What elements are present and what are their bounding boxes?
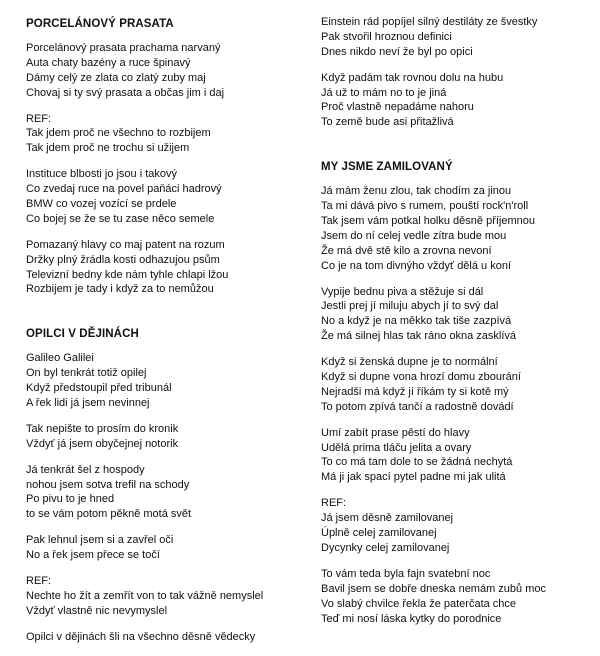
stanza <box>26 112 298 157</box>
song <box>321 158 593 626</box>
lyric-line: No a řek jsem přece se točí <box>26 549 160 562</box>
lyric-line: Tak nepište to prosím do kronik <box>26 422 179 435</box>
lyric-line: Bavil jsem se dobře dneska nemám zubů moc <box>321 582 546 595</box>
lyric-line: Auta chaty bazény a ruce špinavý <box>26 56 191 69</box>
song-title: OPILCI V DĚJINÁCH <box>26 328 139 341</box>
lyric-line: Chovaj si ty svý prasata a občas jim i daj <box>26 86 225 99</box>
stanza <box>26 574 298 619</box>
lyric-line: Vo slabý chvilce řekla že paterčata chce <box>321 597 517 610</box>
lyric-line: To země bude asi přitažlivá <box>321 116 454 129</box>
lyric-line: No a když je na měkko tak tiše zazpívá <box>321 315 512 328</box>
lyric-line: On byl tenkrát totiž opilej <box>26 367 147 380</box>
lyric-line: To vám teda byla fajn svatební noc <box>321 567 491 580</box>
lyric-line: Tak jdem proč ne všechno to rozbijem <box>26 127 211 140</box>
lyric-line: To potom zpívá tančí a radostně dovádí <box>321 400 514 413</box>
lyric-line: Vypije bednu piva a stěžuje si dál <box>321 285 484 298</box>
stanza <box>321 496 593 556</box>
lyric-line: Já už to mám no to je jiná <box>321 86 447 99</box>
lyric-line: Nejradši má když jí říkám ty si kotě mý <box>321 385 509 398</box>
stanza <box>321 567 593 627</box>
lyric-line: Dnes nikdo neví že byl po opici <box>321 45 473 58</box>
stanza <box>26 167 298 227</box>
lyric-line: Když předstoupil před tribunál <box>26 382 172 395</box>
lyric-line: Já tenkrát šel z hospody <box>26 463 145 476</box>
lyric-line: Že má dvě stě kilo a zrovna nevoní <box>321 244 492 257</box>
lyric-line: Televizní bedny kde nám tyhle chlapi lžou <box>26 268 229 281</box>
lyric-line: Že má silnej hlas tak ráno okna zasklívá <box>321 330 517 343</box>
lyric-line: BMW co vozej vozící se prdele <box>26 198 177 211</box>
stanza <box>321 355 593 415</box>
lyric-line: Má ji jak spací pytel padne mi jak ulitá <box>321 471 506 484</box>
refrain-label: REF: <box>26 112 52 125</box>
song <box>26 15 298 297</box>
lyric-line: Porcelánový prasata prachama narvaný <box>26 42 221 54</box>
left-column <box>26 15 298 656</box>
lyric-line: Jestli prej jí miluju abych jí to svý dal <box>321 300 499 313</box>
lyric-line: Galileo Galilei <box>26 352 94 365</box>
lyric-line: Já mám ženu zlou, tak chodím za jinou <box>321 185 512 198</box>
lyric-line: Pomazaný hlavy co maj patent na rozum <box>26 238 225 251</box>
stanza <box>26 630 298 645</box>
lyric-line: Rozbijem je tady i když za to nemůžou <box>26 283 214 296</box>
lyric-line: Já jsem děsně zamilovanej <box>321 512 454 525</box>
stanza <box>26 463 298 523</box>
lyric-line: Tak jsem vám potkal holku děsně příjemnou <box>321 215 535 228</box>
stanza <box>26 351 298 411</box>
lyric-line: Einstein rád popíjel silný destiláty ze švestky <box>321 16 538 28</box>
stanza <box>321 15 593 60</box>
lyric-line: Po pivu to je hned <box>26 493 115 506</box>
song-gap <box>26 308 298 325</box>
stanza <box>321 71 593 131</box>
lyric-line: Když si ženská dupne je to normální <box>321 356 498 369</box>
song-title: MY JSME ZAMILOVANÝ <box>321 161 453 174</box>
lyric-line: Dámy celý ze zlata co zlatý zuby maj <box>26 71 206 84</box>
lyric-line: Co bojej se že se tu zase něco semele <box>26 212 215 225</box>
lyric-line: Ta mi dává pivo s rumem, pouští rock'n'roll <box>321 200 529 213</box>
lyric-line: Teď mi nosí láska kytky do porodnice <box>321 612 502 625</box>
song <box>321 15 593 130</box>
stanza <box>321 426 593 486</box>
lyric-line: Umí zabít prase pěstí do hlavy <box>321 426 470 439</box>
lyric-line: Co zvedaj ruce na povel paňáci hadrový <box>26 183 222 196</box>
song-title: PORCELÁNOVÝ PRASATA <box>26 18 174 30</box>
lyric-line: Jsem do ní celej vedle zítra bude mou <box>321 229 507 242</box>
lyric-line: Dycynky celej zamilovanej <box>321 541 450 554</box>
stanza <box>26 533 298 563</box>
lyric-line: Tak jdem proč ne trochu si užijem <box>26 142 190 155</box>
stanza <box>26 41 298 101</box>
lyric-line: Když padám tak rovnou dolu na hubu <box>321 71 504 84</box>
right-column <box>321 15 593 637</box>
lyric-line: to se vám potom pěkně motá svět <box>26 508 192 521</box>
song-gap <box>321 141 593 158</box>
stanza <box>26 238 298 298</box>
song <box>26 325 298 644</box>
lyric-line: Udělá prima tláču jelita a ovary <box>321 441 472 454</box>
refrain-label: REF: <box>321 497 347 510</box>
lyric-line: To co má tam dole to se žádná nechytá <box>321 456 513 469</box>
lyric-line: Co je na tom divnýho vždyť dělá u koní <box>321 259 512 272</box>
lyric-line: Instituce blbosti jo jsou i takový <box>26 168 178 181</box>
lyric-line: Nechte ho žít a zemřít von to tak vážně nemyslel <box>26 589 264 602</box>
lyric-line: Vždyť vlastně nic nevymyslel <box>26 604 168 617</box>
refrain-label: REF: <box>26 575 52 588</box>
lyric-line: Úplně celej zamilovanej <box>321 527 437 540</box>
lyric-line: Držky plný žrádla kosti odhazujou psům <box>26 253 220 266</box>
lyric-line: Pak lehnul jsem si a zavřel oči <box>26 534 174 547</box>
lyric-line: A řek lidi já jsem nevinnej <box>26 397 150 410</box>
lyric-line: Vždyť já jsem obyčejnej notorik <box>26 437 179 450</box>
stanza <box>321 184 593 273</box>
stanza <box>321 285 593 345</box>
lyric-line: Pak stvořil hroznou definici <box>321 30 452 43</box>
lyric-line: nohou jsem sotva trefil na schody <box>26 478 190 491</box>
lyric-line: Opilci v dějinách šli na všechno děsně vědecky <box>26 630 256 643</box>
lyric-line: Když si dupne vona hrozí domu zbourání <box>321 371 521 384</box>
lyric-line: Proč vlastně nepadáme nahoru <box>321 101 474 114</box>
stanza <box>26 422 298 452</box>
